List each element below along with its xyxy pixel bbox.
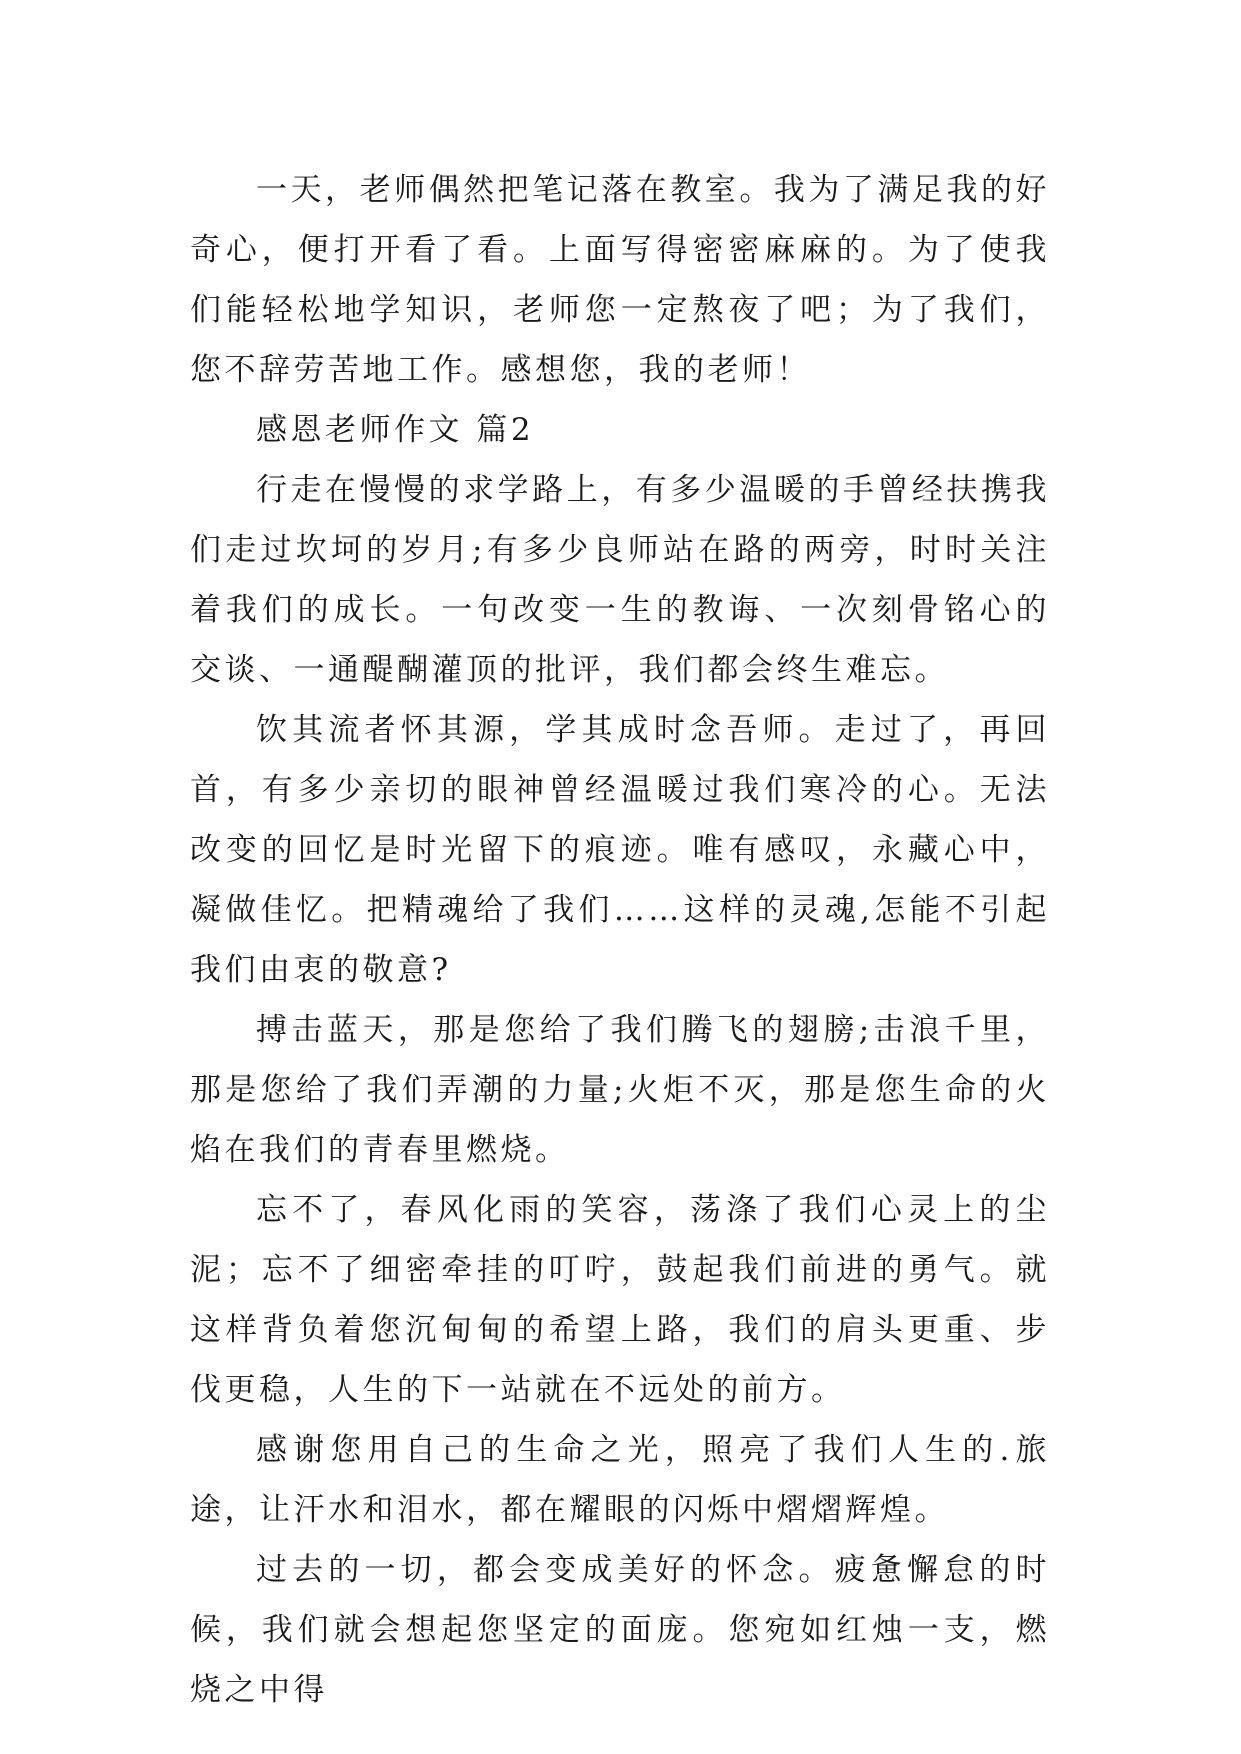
paragraph-5: 忘不了，春风化雨的笑容，荡涤了我们心灵上的尘泥；忘不了细密牵挂的叮咛，鼓起我们前进的勇气。就这样背负着您沉甸甸的希望上路，我们的肩头更重、步伐更稳，人生的下一站就在不远处的前方。 <box>190 1192 1050 1408</box>
paragraph-7: 过去的一切，都会变成美好的怀念。疲惫懈怠的时候，我们就会想起您坚定的面庞。您宛如红烛一支，燃烧之中得 <box>190 1552 1050 1708</box>
section-heading: 感恩老师作文 篇2 <box>256 412 535 448</box>
article-body <box>190 160 1050 1720</box>
paragraph-6: 感谢您用自己的生命之光，照亮了我们人生的.旅途，让汗水和泪水，都在耀眼的闪烁中熠熠辉煌。 <box>190 1432 1050 1528</box>
paragraph-2: 行走在慢慢的求学路上，有多少温暖的手曾经扶携我们走过坎坷的岁月;有多少良师站在路的两旁，时时关注着我们的成长。一句改变一生的教诲、一次刻骨铭心的交谈、一通醍醐灌顶的批评，我们都会终生难忘。 <box>190 472 1050 688</box>
paragraph-3: 饮其流者怀其源，学其成时念吾师。走过了，再回首，有多少亲切的眼神曾经温暖过我们寒冷的心。无法改变的回忆是时光留下的痕迹。唯有感叹，永藏心中，凝做佳忆。把精魂给了我们……这样的灵魂,怎能不引起我们由衷的敬意? <box>190 712 1050 988</box>
paragraph-1: 一天，老师偶然把笔记落在教室。我为了满足我的好奇心，便打开看了看。上面写得密密麻麻的。为了使我们能轻松地学知识，老师您一定熬夜了吧；为了我们，您不辞劳苦地工作。感想您，我的老师！ <box>190 172 1050 388</box>
paragraph-4: 搏击蓝天，那是您给了我们腾飞的翅膀;击浪千里，那是您给了我们弄潮的力量;火炬不灭，那是您生命的火焰在我们的青春里燃烧。 <box>190 1012 1050 1168</box>
